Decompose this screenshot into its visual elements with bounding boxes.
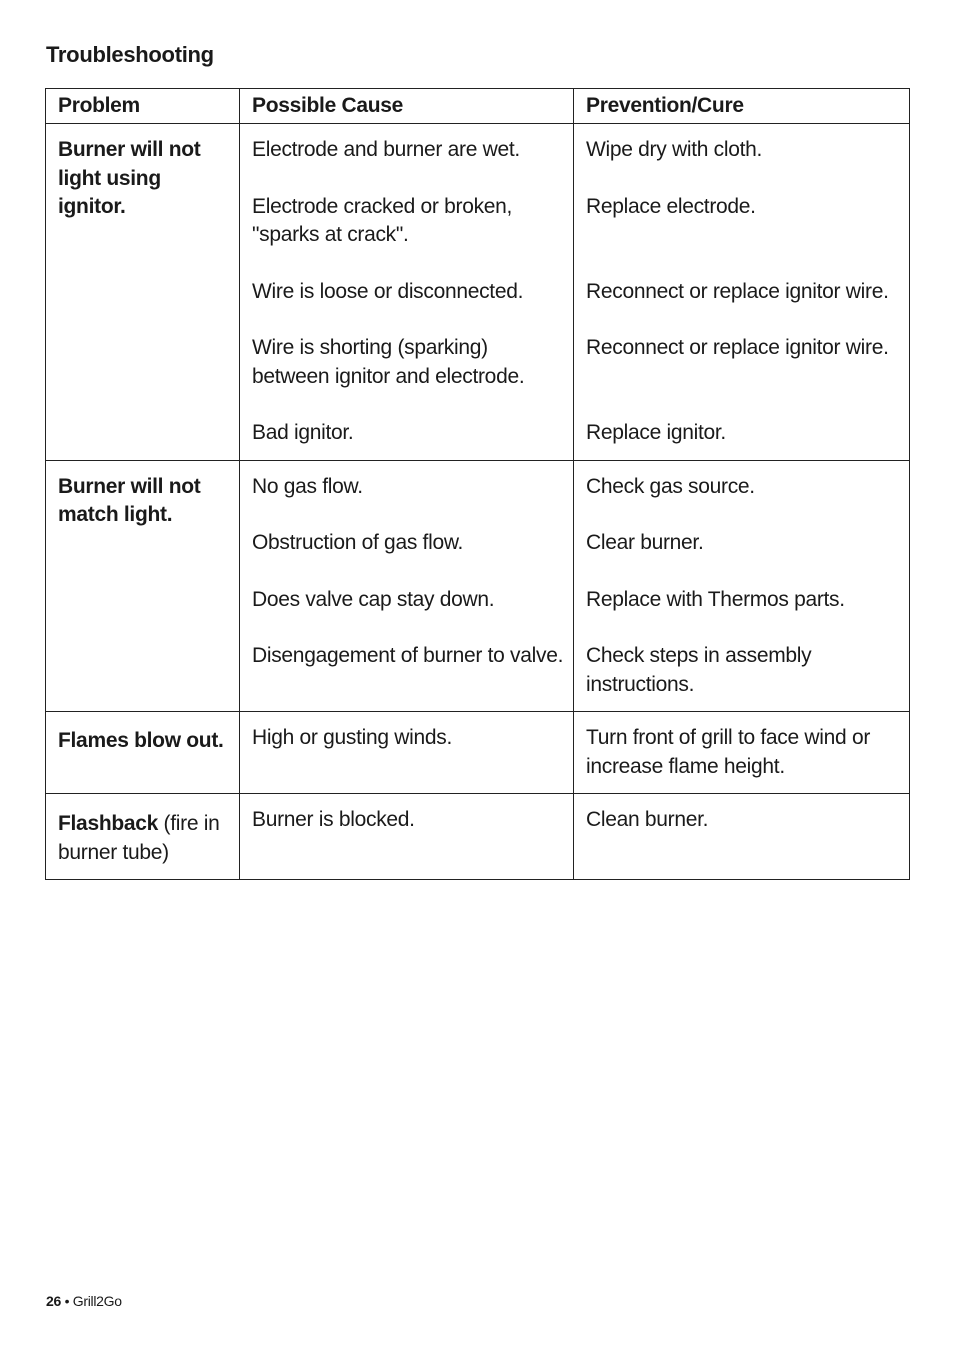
cure-item: Reconnect or replace ignitor wire. <box>586 336 889 359</box>
cure-item: Turn front of grill to face wind or increase flame height. <box>586 726 871 778</box>
cure-cell <box>574 124 910 461</box>
problem-title: Burner will not match light. <box>58 474 201 526</box>
problem-cell <box>46 124 240 461</box>
problem-cell <box>46 794 240 880</box>
table-row <box>46 124 910 461</box>
cause-item: Obstruction of gas flow. <box>252 531 464 554</box>
problem-title: Flashback <box>58 812 159 835</box>
header-prevention-cure: Prevention/Cure <box>574 89 910 124</box>
cure-item: Check gas source. <box>586 474 755 498</box>
table-row <box>46 712 910 794</box>
cure-item: Clear burner. <box>586 531 704 554</box>
cause-cell <box>240 712 574 794</box>
cure-cell <box>574 712 910 794</box>
cause-cell <box>240 124 574 461</box>
cure-item: Replace with Thermos parts. <box>586 587 845 611</box>
cause-item: High or gusting winds. <box>252 726 453 749</box>
cure-item: Replace ignitor. <box>586 421 726 444</box>
table-row <box>46 460 910 712</box>
problem-note: (fire in burner tube) <box>58 812 220 864</box>
cure-item: Replace electrode. <box>586 194 756 218</box>
cause-item: Electrode and burner are wet. <box>252 138 520 161</box>
page-title: Troubleshooting <box>46 42 214 67</box>
problem-title: Burner will not light using ignitor. <box>58 138 201 218</box>
table-header-row <box>46 89 910 124</box>
page-number: 26 <box>46 1293 61 1309</box>
cure-cell <box>574 460 910 712</box>
cure-cell <box>574 794 910 880</box>
problem-title: Flames blow out. <box>58 729 224 752</box>
header-problem: Problem <box>46 89 240 124</box>
cure-item: Reconnect or replace ignitor wire. <box>586 279 889 303</box>
cause-cell <box>240 460 574 712</box>
cure-item: Clean burner. <box>586 808 709 831</box>
product-name: Grill2Go <box>72 1293 122 1309</box>
cause-item: No gas flow. <box>252 474 363 498</box>
cause-item: Burner is blocked. <box>252 808 415 831</box>
troubleshooting-table <box>45 88 910 880</box>
page-footer <box>46 1293 122 1309</box>
cause-cell <box>240 794 574 880</box>
footer-separator: • <box>60 1293 73 1309</box>
header-possible-cause: Possible Cause <box>240 89 574 124</box>
cause-item: Disengagement of burner to valve. <box>252 644 564 667</box>
cure-item: Wipe dry with cloth. <box>586 138 763 161</box>
problem-cell <box>46 460 240 712</box>
table-row <box>46 794 910 880</box>
cause-item: Wire is shorting (sparking) between ignitor and electrode. <box>252 336 525 388</box>
cure-item: Check steps in assembly instructions. <box>586 644 812 696</box>
cause-item: Does valve cap stay down. <box>252 587 495 611</box>
problem-cell <box>46 712 240 794</box>
cause-item: Bad ignitor. <box>252 421 354 444</box>
cause-item: Electrode cracked or broken, "sparks at crack". <box>252 194 513 246</box>
cause-item: Wire is loose or disconnected. <box>252 279 524 303</box>
